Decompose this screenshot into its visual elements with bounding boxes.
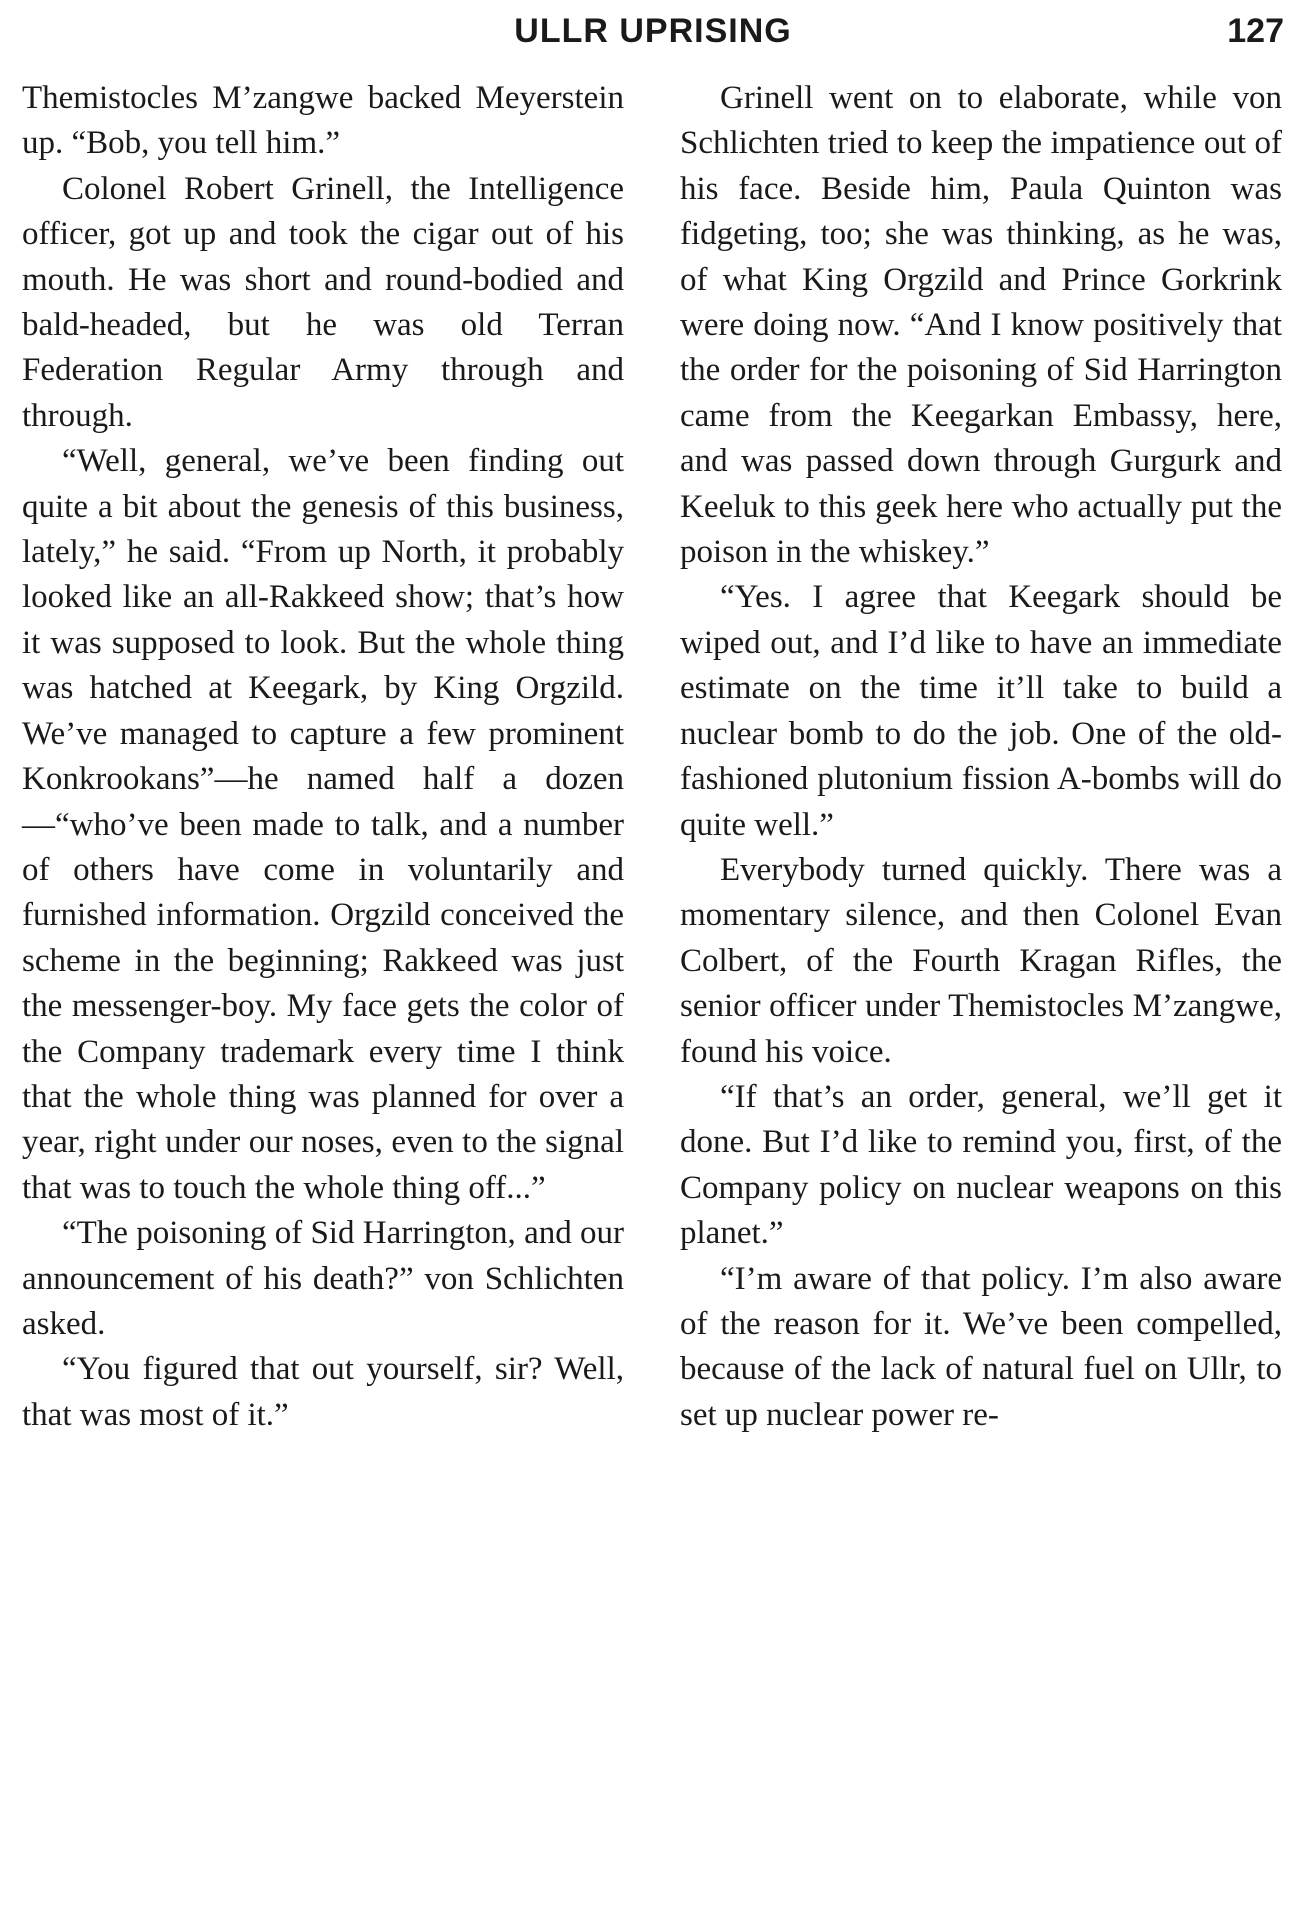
paragraph: Everybody turned quickly. There was a momentary silence, and then Colonel Evan Colbert, of the Fourth Kragan Rifles, the senior officer under Themistocles M’zangwe, found his voice.	[680, 851, 1282, 1070]
running-title: ULLR UPRISING	[514, 12, 792, 50]
paragraph: Colonel Robert Grinell, the Intelligence officer, got up and took the cigar out of his mouth. He was short and round-bodied and bald-headed, but he was old Terran Federation Regular Army through and through.	[22, 170, 624, 434]
paragraph: “You figured that out yourself, sir? Well, that was most of it.”	[22, 1351, 624, 1433]
paragraph: “I’m aware of that policy. I’m also aware of the reason for it. We’ve been compelled, because of the lack of natural fuel on Ullr, to set up nuclear power re-	[680, 1260, 1282, 1433]
page-header	[22, 10, 1284, 60]
paragraph: “Well, general, we’ve been finding out quite a bit about the genesis of this business, lately,” he said. “From up North, it probably looked like an all-Rakkeed show; that’s how it was supposed to look. But the whole thing was hatched at Keegark, by King Orgzild. We’ve managed to capture a few prominent Konkrookans”—he named half a dozen—“who’ve been made to talk, and a number of others have come in voluntarily and furnished information. Orgzild conceived the scheme in the beginning; Rakkeed was just the messenger-boy. My face gets the color of the Company trademark every time I think that the whole thing was planned for over a year, right under our noses, even to the signal that was to touch the whole thing off...”	[22, 443, 624, 1206]
paragraph: “The poisoning of Sid Harrington, and our announcement of his death?” von Schlichten asked.	[22, 1215, 624, 1342]
paragraph: “If that’s an order, general, we’ll get it done. But I’d like to remind you, first, of the Company policy on nuclear weapons on this planet.”	[680, 1078, 1282, 1252]
paragraph: “Yes. I agree that Keegark should be wiped out, and I’d like to have an immediate estimate on the time it’ll take to build a nuclear bomb to do the job. One of the old-fashioned plutonium fission A-bombs will do quite well.”	[680, 579, 1282, 843]
paragraph: Grinell went on to elaborate, while von Schlichten tried to keep the impatience out of his face. Beside him, Paula Quinton was fidgeting, too; she was thinking, as he was, of what King Orgzild and Prince Gorkrink were doing now. “And I know positively that the order for the poisoning of Sid Harrington came from the Keegarkan Embassy, here, and was passed down through Gurgurk and Keeluk to this geek here who actually put the poison in the whiskey.”	[680, 80, 1282, 571]
right-column	[680, 76, 1282, 1438]
paragraph: Themistocles M’zangwe backed Meyerstein up. “Bob, you tell him.”	[22, 80, 624, 162]
left-column	[22, 76, 624, 1438]
page-number: 127	[1227, 12, 1284, 50]
